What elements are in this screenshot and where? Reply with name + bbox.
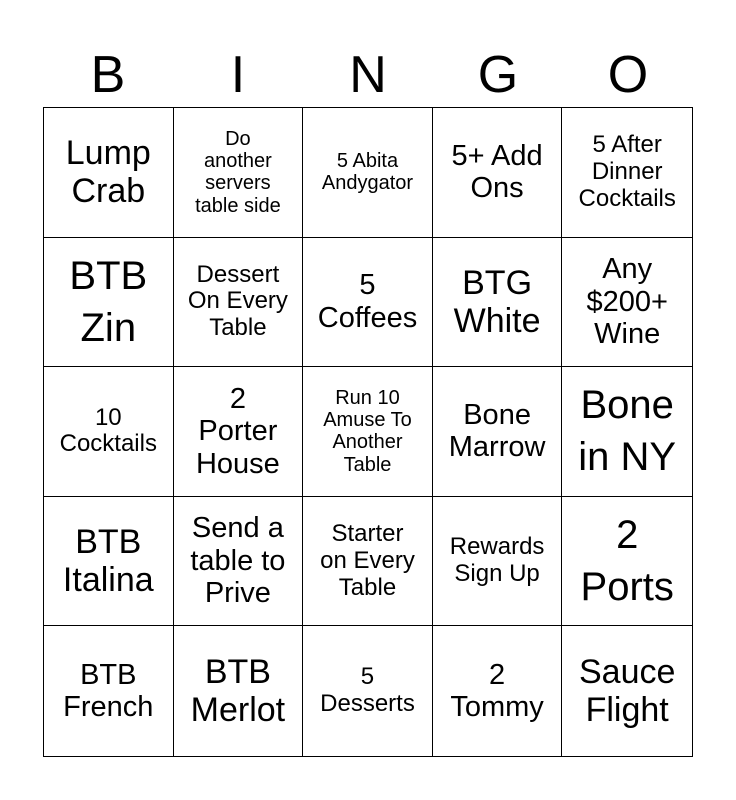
bingo-grid	[43, 107, 693, 757]
cell-label: 5 After Dinner Cocktails	[578, 130, 676, 212]
bingo-cell-r4-c2[interactable]	[174, 497, 304, 627]
bingo-cell-r5-c2[interactable]	[174, 626, 304, 756]
bingo-cell-r3-c4[interactable]	[433, 367, 563, 497]
bingo-cell-r4-c3[interactable]	[303, 497, 433, 627]
bingo-cell-r4-c4[interactable]	[433, 497, 563, 627]
cell-label: 5+ Add Ons	[451, 139, 543, 205]
bingo-cell-r4-c5[interactable]	[562, 497, 692, 627]
cell-label: Bone Marrow	[448, 399, 546, 464]
cell-label: 5 Desserts	[320, 663, 415, 718]
bingo-cell-r1-c3[interactable]	[303, 108, 433, 238]
cell-label: Bone in NY	[578, 383, 677, 480]
cell-label: Dessert On Every Table	[187, 260, 288, 342]
bingo-header	[43, 44, 693, 106]
bingo-cell-r4-c1[interactable]	[44, 497, 174, 627]
cell-label: Send a table to Prive	[190, 512, 286, 610]
cell-label: Run 10 Amuse To Another Table	[323, 386, 412, 476]
bingo-cell-r3-c2[interactable]	[174, 367, 304, 497]
cell-label: 2 Porter House	[195, 382, 280, 480]
bingo-cell-r3-c3[interactable]	[303, 367, 433, 497]
cell-label: 5 Abita Andygator	[321, 149, 414, 195]
cell-label: 2 Ports	[580, 513, 674, 610]
cell-label: Sauce Flight	[578, 653, 676, 730]
header-letter-o: O	[607, 46, 649, 104]
header-letter-n: N	[349, 46, 387, 104]
bingo-cell-r3-c1[interactable]	[44, 367, 174, 497]
cell-label: Lump Crab	[65, 134, 151, 211]
cell-label: BTG White	[453, 263, 541, 340]
bingo-cell-r5-c4[interactable]	[433, 626, 563, 756]
bingo-cell-r1-c1[interactable]	[44, 108, 174, 238]
header-letter-i: I	[230, 46, 246, 104]
bingo-cell-r3-c5[interactable]	[562, 367, 692, 497]
cell-label: 2 Tommy	[450, 658, 544, 724]
bingo-cell-r5-c3[interactable]	[303, 626, 433, 756]
bingo-cell-r2-c3[interactable]	[303, 238, 433, 368]
cell-label: BTB Zin	[69, 253, 148, 350]
cell-label: BTB Italina	[62, 523, 154, 600]
bingo-cell-r1-c5[interactable]	[562, 108, 692, 238]
cell-label: 10 Cocktails	[59, 403, 157, 458]
bingo-cell-r1-c2[interactable]	[174, 108, 304, 238]
header-letter-g: G	[477, 46, 519, 104]
bingo-cell-r5-c5[interactable]	[562, 626, 692, 756]
cell-label: Any $200+ Wine	[586, 253, 668, 351]
bingo-cell-r1-c4[interactable]	[433, 108, 563, 238]
cell-label: Do another servers table side	[195, 127, 281, 217]
cell-label: Rewards Sign Up	[449, 533, 545, 588]
cell-label: BTB Merlot	[190, 653, 286, 730]
cell-label: Starter on Every Table	[320, 519, 415, 601]
bingo-cell-r2-c1[interactable]	[44, 238, 174, 368]
header-letter-b: B	[90, 46, 126, 104]
cell-label: BTB French	[63, 658, 154, 724]
bingo-cell-r2-c2[interactable]	[174, 238, 304, 368]
bingo-cell-r2-c5[interactable]	[562, 238, 692, 368]
bingo-cell-r2-c4[interactable]	[433, 238, 563, 368]
cell-label: 5 Coffees	[317, 269, 418, 334]
bingo-cell-r5-c1[interactable]	[44, 626, 174, 756]
